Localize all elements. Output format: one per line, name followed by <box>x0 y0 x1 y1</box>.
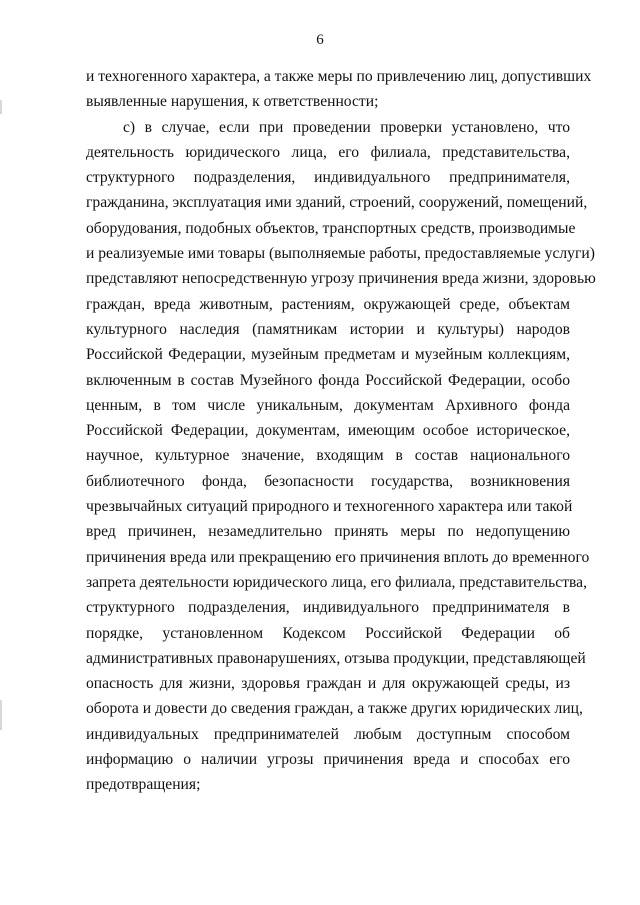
document-body <box>86 64 596 798</box>
text-line: выявленные нарушения, к ответственности; <box>86 93 379 111</box>
text-line: индивидуальных предпринимателей любым доступным способом <box>86 725 570 743</box>
text-line: Российской Федерации, документам, имеющим особое историческое, <box>86 422 570 440</box>
text-line: научное, культурное значение, входящим в состав национального <box>86 447 570 465</box>
text-line: оборудования, подобных объектов, транспортных средств, производимые <box>86 219 576 237</box>
text-line: структурного подразделения, индивидуального предпринимателя в <box>86 599 570 617</box>
text-line: порядке, установленном Кодексом Российской Федерации об <box>86 624 570 642</box>
scan-edge-mark <box>0 100 2 114</box>
text-line: ценным, в том числе уникальным, документам Архивного фонда <box>86 396 570 414</box>
text-line: структурного подразделения, индивидуального предпринимателя, <box>86 169 570 187</box>
text-line: вред причинен, незамедлительно принять меры по недопущению <box>86 523 570 541</box>
paragraph-continuation <box>86 64 592 115</box>
text-line: предотвращения; <box>86 776 201 794</box>
text-line: чрезвычайных ситуаций природного и техногенного характера или такой <box>86 498 573 516</box>
text-line: включенным в состав Музейного фонда Российской Федерации, особо <box>86 371 570 389</box>
text-line: библиотечного фонда, безопасности государства, возникновения <box>86 472 570 490</box>
text-line: опасность для жизни, здоровья граждан и для окружающей среды, из <box>86 675 570 693</box>
text-line: с) в случае, если при проведении проверки установлено, что <box>123 118 570 136</box>
text-line: и техногенного характера, а также меры по привлечению лиц, допустивших <box>86 68 592 85</box>
text-line: представляют непосредственную угрозу причинения вреда жизни, здоровью <box>86 270 596 288</box>
text-line: культурного наследия (памятникам истории и культуры) народов <box>86 320 570 338</box>
text-line: гражданина, эксплуатация ими зданий, строений, сооружений, помещений, <box>86 194 588 212</box>
text-line: информацию о наличии угрозы причинения вреда и способах его <box>86 751 570 769</box>
text-line: и реализуемые ими товары (выполняемые работы, предоставляемые услуги) <box>86 245 595 263</box>
text-line: причинения вреда или прекращению его причинения вплоть до временного <box>86 548 590 566</box>
text-line: административных правонарушениях, отзыва продукции, представляющей <box>86 649 586 667</box>
page-number: 6 <box>316 32 324 48</box>
scan-edge-mark <box>0 700 2 730</box>
text-line: запрета деятельности юридического лица, его филиала, представительства, <box>86 573 587 591</box>
paragraph-item-c <box>86 115 596 798</box>
text-line: оборота и довести до сведения граждан, а также других юридических лиц, <box>86 700 583 718</box>
text-line: граждан, вреда животным, растениям, окружающей среде, объектам <box>86 295 570 313</box>
text-line: Российской Федерации, музейным предметам и музейным коллекциям, <box>86 346 570 364</box>
text-line: деятельность юридического лица, его филиала, представительства, <box>86 143 570 161</box>
